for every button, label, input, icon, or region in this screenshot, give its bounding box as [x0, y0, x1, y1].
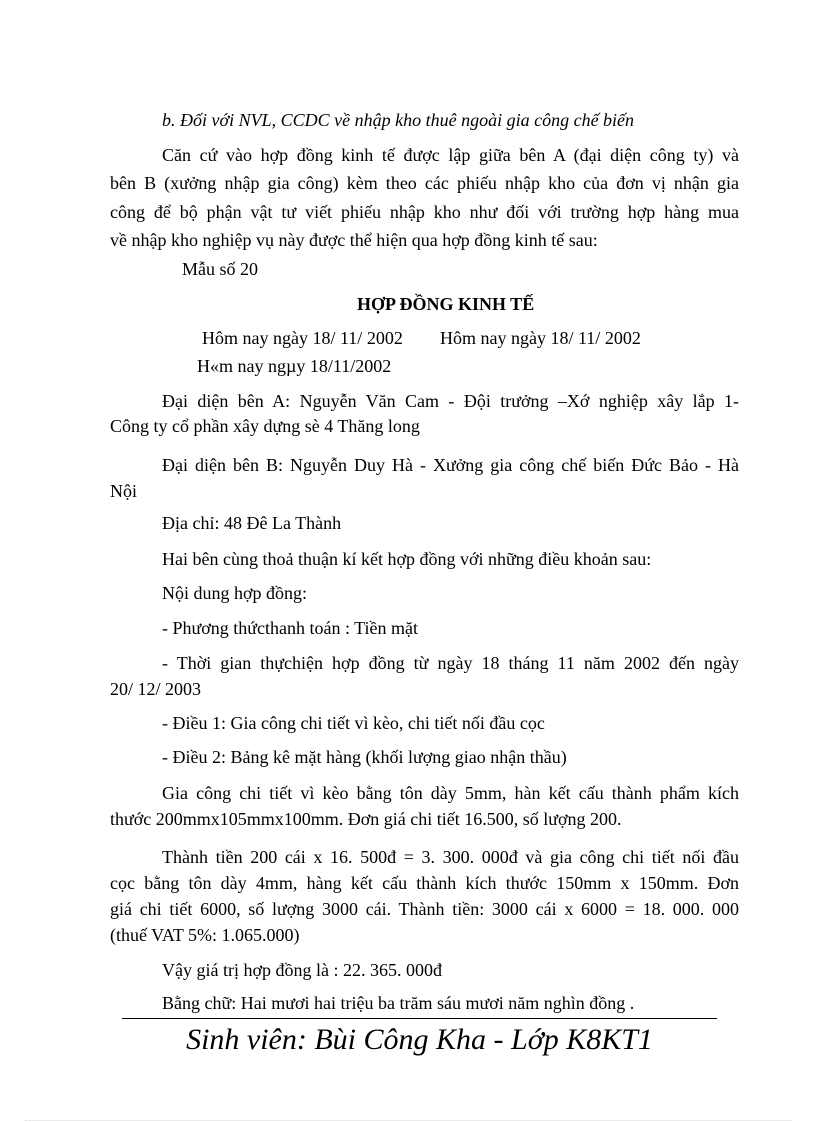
duration-line-1: - Thời gian thựchiện hợp đồng từ ngày 18 tháng 11 năm 2002 đến ngày — [162, 653, 739, 673]
footer-student: Sinh viên: Bùi Công Kha - Lớp K8KT1 — [186, 1023, 653, 1056]
date-line-2: Hôm nay ngày 18/ 11/ 2002 — [440, 328, 641, 348]
detail-2-line-3: giá chi tiết 6000, số lượng 3000 cái. Thành tiền: 3000 cái x 6000 = 18. 000. 000 — [110, 899, 739, 919]
intro-line-4: về nhập kho nghiệp vụ này được thể hiện qua hợp đồng kinh tế sau: — [110, 230, 598, 250]
detail-1-line-1: Gia công chi tiết vì kèo bằng tôn dày 5mm, hàn kết cấu thành phẩm kích — [162, 783, 739, 803]
clause-2: - Điều 2: Bảng kê mặt hàng (khối lượng giao nhận thầu) — [162, 747, 567, 767]
detail-2-line-2: cọc bằng tôn dày 4mm, hàng kết cấu thành kích thước 150mm x 150mm. Đơn — [110, 873, 739, 893]
amount-in-words: Bằng chữ: Hai mươi hai triệu ba trăm sáu mươi năm nghìn đồng . — [162, 993, 635, 1013]
clause-1: - Điều 1: Gia công chi tiết vì kèo, chi tiết nối đầu cọc — [162, 713, 545, 733]
detail-1-line-2: thước 200mmx105mmx100mm. Đơn giá chi tiết 16.500, số lượng 200. — [110, 809, 622, 829]
intro-line-1: Căn cứ vào hợp đồng kinh tế được lập giữa bên A (đại diện công ty) và — [162, 145, 739, 165]
duration-line-2: 20/ 12/ 2003 — [110, 679, 202, 699]
party-a-line-2: Công ty cổ phần xây dựng sè 4 Thăng long — [110, 416, 420, 436]
detail-2-line-4: (thuế VAT 5%: 1.065.000) — [110, 925, 300, 945]
party-a-line-1: Đại diện bên A: Nguyễn Văn Cam - Đội trưởng –Xớ nghiệp xây lắp 1- — [162, 391, 739, 411]
total-value: Vậy giá trị hợp đồng là : 22. 365. 000đ — [162, 960, 442, 980]
intro-line-3: công để bộ phận vật tư viết phiếu nhập kho như đối với trường hợp hàng mua — [110, 202, 739, 222]
contract-title: HỢP ĐỒNG KINH TẾ — [357, 294, 535, 314]
party-b-line-1: Đại diện bên B: Nguyễn Duy Hà - Xưởng gia công chế biến Đức Bảo - Hà — [162, 455, 739, 475]
footer-divider — [122, 1018, 717, 1019]
date-line-3: H«m nay ngµy 18/11/2002 — [197, 356, 392, 376]
date-line-1: Hôm nay ngày 18/ 11/ 2002 — [202, 328, 403, 348]
intro-line-2: bên B (xưởng nhập gia công) kèm theo các phiếu nhập kho của đơn vị nhận gia — [110, 173, 739, 193]
section-heading: b. Đối với NVL, CCDC về nhập kho thuê ngoài gia công chế biến — [162, 110, 635, 130]
address: Địa chỉ: 48 Đê La Thành — [162, 513, 342, 533]
detail-2-line-1: Thành tiền 200 cái x 16. 500đ = 3. 300. 000đ và gia công chi tiết nối đầu — [162, 847, 739, 867]
agreement-text: Hai bên cùng thoả thuận kí kết hợp đồng với những điều khoản sau: — [162, 549, 652, 569]
page-bottom-edge — [25, 1120, 791, 1121]
payment-method: - Phương thứcthanh toán : Tiền mặt — [162, 618, 419, 638]
party-b-line-2: Nội — [110, 481, 137, 501]
content-label: Nội dung hợp đồng: — [162, 583, 308, 603]
form-label: Mẫu số 20 — [182, 259, 258, 279]
